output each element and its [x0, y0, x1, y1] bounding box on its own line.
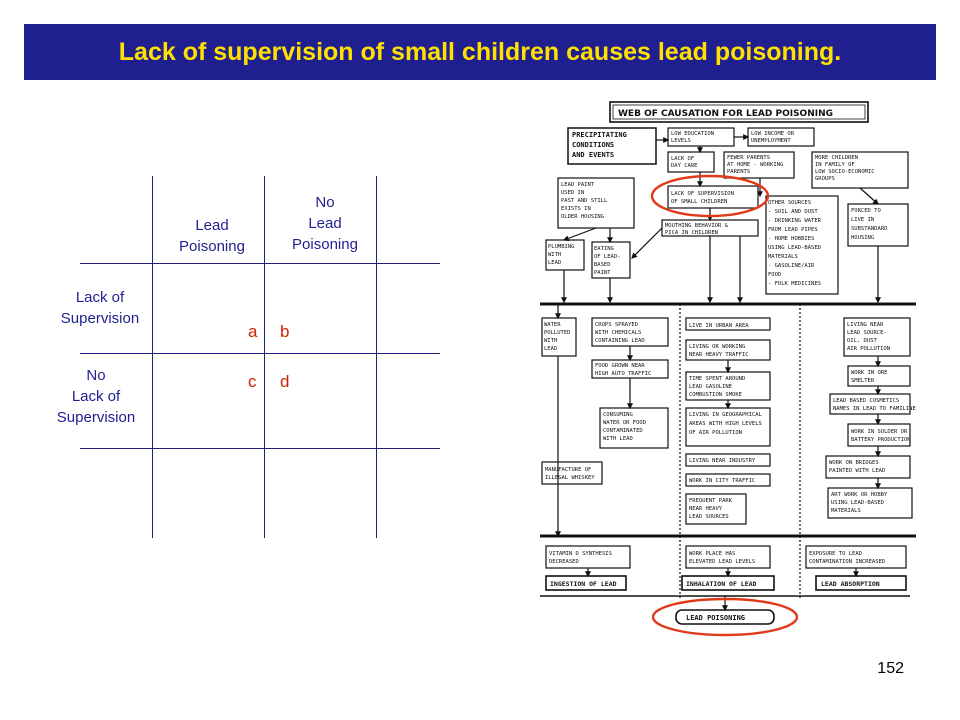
svg-text:ILLEGAL WHISKEY: ILLEGAL WHISKEY	[545, 475, 595, 481]
svg-text:OF LEAD-: OF LEAD-	[594, 254, 621, 260]
svg-text:WORK IN SOLDER OR: WORK IN SOLDER OR	[851, 429, 908, 435]
svg-text:EXPOSURE TO LEAD: EXPOSURE TO LEAD	[809, 551, 862, 557]
svg-text:USED IN: USED IN	[561, 190, 585, 196]
svg-text:WITH: WITH	[544, 338, 558, 344]
svg-text:NEAR HEAVY: NEAR HEAVY	[689, 506, 723, 512]
svg-text:LOW SOCIO-ECONOMIC: LOW SOCIO-ECONOMIC	[815, 169, 875, 175]
svg-text:LEAD: LEAD	[548, 260, 562, 266]
svg-text:FORCED TO: FORCED TO	[851, 208, 881, 214]
svg-text:CONTAMINATED: CONTAMINATED	[603, 428, 643, 434]
cell-c: c	[248, 372, 257, 391]
table-vline-mid	[264, 176, 265, 538]
svg-text:HIGH AUTO TRAFFIC: HIGH AUTO TRAFFIC	[595, 371, 652, 377]
row-header-no-lack-of-supervision	[40, 365, 152, 428]
page-number: 152	[877, 660, 904, 677]
row1-line2: Supervision	[60, 310, 140, 327]
svg-text:LIVE IN: LIVE IN	[851, 217, 875, 223]
svg-text:CROPS SPRAYED: CROPS SPRAYED	[595, 322, 639, 328]
svg-text:LEAD SOURCE-: LEAD SOURCE-	[847, 330, 887, 336]
svg-text:LIVING OR WORKING: LIVING OR WORKING	[689, 344, 746, 350]
svg-text:LEAD SOURCES: LEAD SOURCES	[689, 514, 729, 520]
svg-text:PICA IN CHILDREN: PICA IN CHILDREN	[665, 230, 718, 236]
col1-line2: Poisoning	[179, 238, 245, 255]
svg-text:LOW EDUCATION: LOW EDUCATION	[671, 131, 715, 137]
svg-text:NEAR HEAVY TRAFFIC: NEAR HEAVY TRAFFIC	[689, 352, 749, 358]
svg-text:WORK ON BRIDGES: WORK ON BRIDGES	[829, 460, 879, 466]
svg-text:OF SMALL CHILDREN: OF SMALL CHILDREN	[671, 199, 728, 205]
svg-text:LOW INCOME OR: LOW INCOME OR	[751, 131, 795, 137]
svg-text:BASED: BASED	[594, 262, 611, 268]
svg-text:EATING: EATING	[594, 246, 614, 252]
svg-text:CONTAMINATION INCREASED: CONTAMINATION INCREASED	[809, 559, 886, 565]
svg-text:USING LEAD-BASED: USING LEAD-BASED	[831, 500, 884, 506]
svg-text:OIL, DUST: OIL, DUST	[847, 338, 877, 344]
svg-text:BATTERY PRODUCTION: BATTERY PRODUCTION	[851, 437, 911, 443]
web-of-causation-diagram	[530, 92, 925, 637]
col-header-no-lead-poisoning	[270, 192, 380, 255]
table-hline-bottom	[80, 448, 440, 449]
svg-text:USING LEAD-BASED: USING LEAD-BASED	[768, 245, 821, 251]
svg-text:MATERIALS: MATERIALS	[831, 508, 861, 514]
ingestion-label: INGESTION OF LEAD	[550, 580, 617, 588]
svg-text:WORK IN ORE: WORK IN ORE	[851, 370, 888, 376]
web-title: WEB OF CAUSATION FOR LEAD POISONING	[618, 109, 833, 119]
svg-text:LEVELS: LEVELS	[671, 138, 691, 144]
row2-line1: No	[86, 367, 106, 384]
svg-text:PAINTED WITH LEAD: PAINTED WITH LEAD	[829, 468, 886, 474]
svg-text:CONDITIONS: CONDITIONS	[572, 141, 615, 149]
svg-text:AT HOME - WORKING: AT HOME - WORKING	[727, 162, 784, 168]
svg-text:- DRINKING WATER: - DRINKING WATER	[768, 218, 821, 224]
col1-line1: Lead	[195, 217, 229, 234]
col-header-lead-poisoning	[160, 215, 264, 257]
svg-text:LIVING IN GEOGRAPHICAL: LIVING IN GEOGRAPHICAL	[689, 412, 762, 418]
svg-text:FROM LEAD PIPES: FROM LEAD PIPES	[768, 227, 818, 233]
cell-a: a	[248, 322, 258, 341]
svg-text:LEAD BASED COSMETICS: LEAD BASED COSMETICS	[833, 398, 900, 404]
svg-text:COMBUSTION SMOKE: COMBUSTION SMOKE	[689, 392, 742, 398]
svg-text:DAY CARE: DAY CARE	[671, 163, 698, 169]
svg-text:TIME SPENT AROUND: TIME SPENT AROUND	[689, 376, 746, 382]
inhalation-label: INHALATION OF LEAD	[686, 580, 757, 588]
svg-text:- GASOLINE/AIR: - GASOLINE/AIR	[768, 263, 815, 269]
svg-text:MOUTHING BEHAVIOR &: MOUTHING BEHAVIOR &	[665, 223, 728, 229]
col2-line1: No	[315, 194, 335, 211]
svg-text:OLDER HOUSING: OLDER HOUSING	[561, 214, 605, 220]
svg-text:MANUFACTURE OF: MANUFACTURE OF	[545, 467, 592, 473]
col2-line3: Poisoning	[292, 236, 358, 253]
svg-text:FEWER PARENTS: FEWER PARENTS	[727, 155, 771, 161]
svg-text:- HOME HOBBIES: - HOME HOBBIES	[768, 236, 815, 242]
svg-text:- SOIL AND DUST: - SOIL AND DUST	[768, 209, 818, 215]
svg-text:POLLUTED: POLLUTED	[544, 330, 571, 336]
svg-text:PRECIPITATING: PRECIPITATING	[572, 131, 627, 139]
svg-text:OTHER SOURCES: OTHER SOURCES	[768, 200, 812, 206]
svg-text:LEAD: LEAD	[544, 346, 558, 352]
svg-text:WITH CHEMICALS: WITH CHEMICALS	[595, 330, 642, 336]
table-hline-mid	[80, 353, 440, 354]
svg-text:PAINT: PAINT	[594, 270, 611, 276]
svg-text:ART WORK OR HOBBY: ART WORK OR HOBBY	[831, 492, 888, 498]
row-header-lack-of-supervision	[44, 287, 156, 329]
svg-text:UNEMPLOYMENT: UNEMPLOYMENT	[751, 138, 791, 144]
svg-text:VITAMIN D SYNTHESIS: VITAMIN D SYNTHESIS	[549, 551, 612, 557]
svg-text:IN FAMILY OF: IN FAMILY OF	[815, 162, 855, 168]
svg-text:LACK OF: LACK OF	[671, 156, 695, 162]
slide-title: Lack of supervision of small children causes lead poisoning.	[118, 37, 842, 66]
svg-text:EXISTS IN: EXISTS IN	[561, 206, 591, 212]
svg-text:OF AIR POLLUTION: OF AIR POLLUTION	[689, 430, 742, 436]
svg-text:LIVING NEAR INDUSTRY: LIVING NEAR INDUSTRY	[689, 458, 756, 464]
svg-text:LEAD PAINT: LEAD PAINT	[561, 182, 595, 188]
svg-text:AND EVENTS: AND EVENTS	[572, 151, 615, 159]
svg-text:MATERIALS: MATERIALS	[768, 254, 798, 260]
svg-text:PAST AND STILL: PAST AND STILL	[561, 198, 608, 204]
svg-text:WORK IN CITY TRAFFIC: WORK IN CITY TRAFFIC	[689, 478, 756, 484]
absorption-label: LEAD ABSORPTION	[821, 580, 880, 588]
svg-text:PARENTS: PARENTS	[727, 169, 751, 175]
row2-line2: Lack of	[71, 388, 121, 405]
svg-text:WATER: WATER	[544, 322, 561, 328]
svg-text:WATER OR FOOD: WATER OR FOOD	[603, 420, 647, 426]
title-bar	[24, 24, 936, 80]
svg-text:- FOLK MEDICINES: - FOLK MEDICINES	[768, 281, 821, 287]
col2-line2: Lead	[308, 215, 342, 232]
table-hline-top	[80, 263, 440, 264]
svg-text:LIVING NEAR: LIVING NEAR	[847, 322, 884, 328]
row2-line3: Supervision	[56, 409, 136, 426]
svg-text:WITH: WITH	[548, 252, 562, 258]
svg-text:FREQUENT PARK: FREQUENT PARK	[689, 498, 733, 504]
row1-line1: Lack of	[75, 289, 125, 306]
svg-text:SMELTER: SMELTER	[851, 378, 875, 384]
table-vline-left	[152, 176, 153, 538]
svg-text:GROUPS: GROUPS	[815, 176, 835, 182]
svg-text:AREAS WITH HIGH LEVELS: AREAS WITH HIGH LEVELS	[689, 421, 762, 427]
cell-b: b	[280, 322, 290, 341]
svg-text:SUBSTANDARD: SUBSTANDARD	[851, 226, 888, 232]
svg-text:CONTAINING LEAD: CONTAINING LEAD	[595, 338, 645, 344]
lead-poisoning-label: LEAD POISONING	[686, 614, 746, 622]
svg-text:HOUSING: HOUSING	[851, 235, 875, 241]
svg-text:DECREASED: DECREASED	[549, 559, 579, 565]
svg-text:ELEVATED LEAD LEVELS: ELEVATED LEAD LEVELS	[689, 559, 756, 565]
svg-text:FOOD GROWN NEAR: FOOD GROWN NEAR	[595, 363, 645, 369]
svg-text:WORK PLACE HAS: WORK PLACE HAS	[689, 551, 736, 557]
svg-text:AIR POLLUTION: AIR POLLUTION	[847, 346, 891, 352]
svg-text:MORE CHILDREN: MORE CHILDREN	[815, 155, 859, 161]
svg-text:FOOD: FOOD	[768, 272, 782, 278]
svg-text:PLUMBING: PLUMBING	[548, 244, 575, 250]
svg-text:LIVE IN URBAN AREA: LIVE IN URBAN AREA	[689, 323, 749, 329]
svg-text:LEAD GASOLINE: LEAD GASOLINE	[689, 384, 733, 390]
svg-text:WITH LEAD: WITH LEAD	[603, 436, 633, 442]
cell-d: d	[280, 372, 290, 391]
svg-text:LACK OF SUPERVISION: LACK OF SUPERVISION	[671, 191, 734, 197]
svg-text:CONSUMING: CONSUMING	[603, 412, 633, 418]
svg-text:NAMES IN LEAD TO FAMILINE: NAMES IN LEAD TO FAMILINE	[833, 406, 916, 412]
